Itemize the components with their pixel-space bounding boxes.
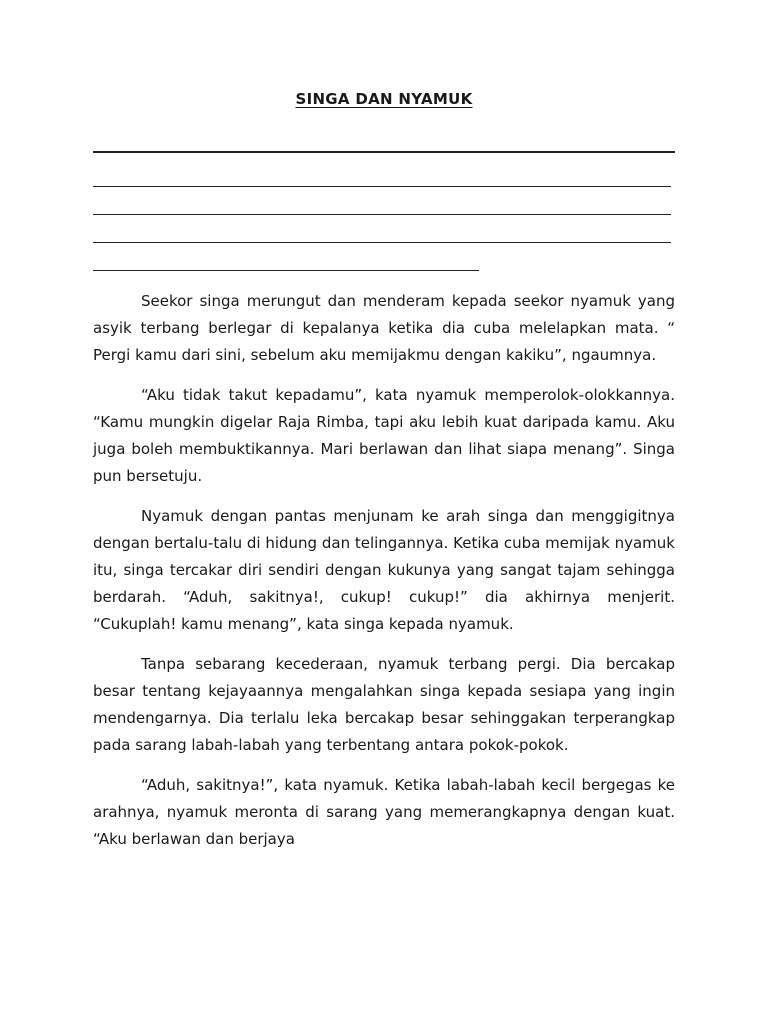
story-paragraph: “Aduh, sakitnya!”, kata nyamuk. Ketika labah-labah kecil bergegas ke arahnya, nyamuk meronta di sarang yang memerangkapnya dengan kuat. “Aku berlawan dan berjaya [93, 776, 675, 848]
story-body [93, 288, 675, 866]
answer-line [93, 186, 671, 187]
answer-line [93, 270, 479, 271]
story-paragraph: Nyamuk dengan pantas menjunam ke arah singa dan menggigitnya dengan bertalu-talu di hidung dan telingannya. Ketika cuba memijak nyamuk itu, singa tercakar diri sendiri dengan kukunya yang sangat tajam sehingga berdarah. “Aduh, sakitnya!, cukup! cukup!” dia akhirnya menjerit. “Cukuplah! kamu menang”, kata singa kepada nyamuk. [93, 507, 675, 633]
story-paragraph: Seekor singa merungut dan menderam kepada seekor nyamuk yang asyik terbang berlegar di kepalanya ketika dia cuba melelapkan mata. “ Pergi kamu dari sini, sebelum aku memijakmu dengan kakiku”, ngaumnya. [93, 292, 675, 364]
answer-line [93, 214, 671, 215]
answer-line [93, 151, 675, 153]
answer-line [93, 242, 671, 243]
story-paragraph: “Aku tidak takut kepadamu”, kata nyamuk memperolok-olokkannya. “Kamu mungkin digelar Raja Rimba, tapi aku lebih kuat daripada kamu. Aku juga boleh membuktikannya. Mari berlawan dan lihat siapa menang”. Singa pun bersetuju. [93, 386, 675, 485]
story-paragraph: Tanpa sebarang kecederaan, nyamuk terbang pergi. Dia bercakap besar tentang kejayaannya mengalahkan singa kepada sesiapa yang ingin mendengarnya. Dia terlalu leka bercakap besar sehinggakan terperangkap pada sarang labah-labah yang terbentang antara pokok-pokok. [93, 655, 675, 754]
document-title: SINGA DAN NYAMUK [295, 90, 473, 108]
